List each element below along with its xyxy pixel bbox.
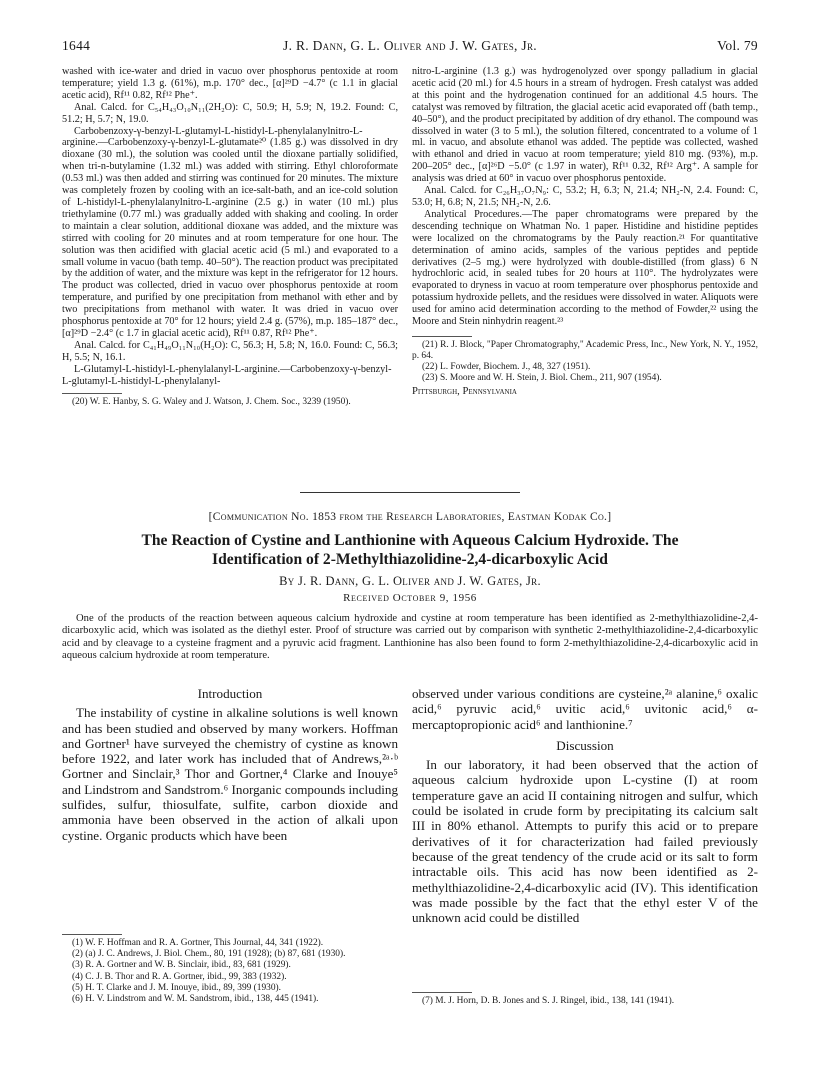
previous-article-left-column — [62, 66, 398, 408]
analysis-paragraph: Anal. Calcd. for C₂₆H₃₇O₇N₉: C, 53.2; H, 6.3; N, 21.4; NH₂-N, 2.4. Found: C, 53.0; H, 6.8; N, 21.5; NH₂-N, 2.6. — [412, 185, 758, 208]
paragraph: Analytical Procedures.—The paper chromatograms were prepared by the descending technique on Whatman No. 1 paper. Histidine and histidine peptides were localized on the chromatograms by the Pauly reaction.²¹ For quantitative determination of amino acids, samples of the various peptides and peptide derivatives (2–5 mg.) were hydrolyzed with double-distilled (from glass) 6 N hydrochloric acid, in sealed tubes for 20 hours at 110°. The hydrolyzates were evaporated to dryness in vacuo at room temperature over phosphorus pentoxide and potassium hydroxide pellets, and the residues were dissolved in water. Aliquots were used for amino acid determination according to the method of Fowder,²² using the Moore and Stein ninhydrin reagent.²³ — [412, 208, 758, 328]
article-title — [62, 531, 758, 569]
footnote: (23) S. Moore and W. H. Stein, J. Biol. Chem., 211, 907 (1954). — [422, 372, 662, 383]
paragraph: washed with ice-water and dried in vacuo over phosphorus pentoxide at room temperature; yield 1.3 g. (61%), m.p. 170° dec., [α]²⁹D −4.7° (c 1.1 in glacial acetic acid), Rf¹¹ 0.82, Rf¹² Phe⁺. — [62, 66, 398, 101]
communication-line: [Communication No. 1853 from the Research Laboratories, Eastman Kodak Co.] — [208, 511, 612, 523]
paragraph: In our laboratory, it had been observed that the action of aqueous calcium hydroxide upon L-cystine (I) at room temperature gave an acid II containing nitrogen and sulfur, which could be isolated in crude form by precipitating its calcium salt III in 80% ethanol. Attempts to purify this acid or to prepare derivatives of it for characterization had failed previously because of the great tendency of the crude acid or its salt to form intractable oils. This acid has now been identified as 2-methylthiazolidine-2,4-dicarboxylic acid (IV). This identification was made possible by the fact that the ethyl ester V of the unknown acid could be distilled — [412, 757, 758, 926]
footnote-rule — [412, 336, 472, 337]
paragraph: Carbobenzoxy-γ-benzyl-L-glutamyl-L-histidyl-L-phenylalanylnitro-L-arginine.—Carbobenzoxy-γ-benzyl-L-glutamate²⁰ (1.85 g.) was dissolved in dry dioxane (30 ml.), the solution was cooled until the dioxane partially solidified, when tri-n-butylamine (1.32 ml.) was added with stirring. Ethyl chloroformate (0.53 ml.) was then added and stirring was continued for 20 minutes. The mixture was completely frozen by cooling with an ice-salt-bath, and an ice-cold solution of L-histidyl-L-phenylalanylnitro-L-arginine (2.5 g.) in water (10 ml.) plus triethylamine (0.77 ml.) was gradually added with shaking and cooling. In order to maintain a clear solution, additional dioxane was added, and the mixture was stirred with cooling for 20 minutes and at room temperature for one hour. The solution was then acidified with glacial acetic acid (5 ml.) and evaporated to a small volume in vacuo (bath temp. 40–50°). The reaction product was precipitated by the addition of water, and the mixture was kept in the refrigerator for 12 hours. The product was collected, dried in vacuo over phosphorus pentoxide at room temperature, and purified by one precipitation from methanol with ether and by two precipitations from methanol with water. It was dried in vacuo over phosphorus pentoxide at 70° for 12 hours; yield 2.4 g. (57%), m.p. 185–187° dec., [α]²⁹D −2.4° (c 1.7 in glacial acetic acid), Rf¹¹ 0.87, Rf¹² Phe⁺. — [62, 125, 398, 339]
running-head-authors: J. R. Dann, G. L. Oliver and J. W. Gates, Jr. — [283, 38, 537, 53]
introduction-column — [62, 686, 398, 843]
reference: (2) (a) J. C. Andrews, J. Biol. Chem., 80, 191 (1928); (b) 87, 681 (1930). — [72, 949, 346, 960]
analysis-paragraph: Anal. Calcd. for C₅₄H₄₃O₁₀N₁₁(2H₂O): C, 50.9; H, 5.9; N, 19.2. Found: C, 51.2; H, 5.7; N, 19.0. — [62, 101, 398, 125]
reference: (7) M. J. Horn, D. B. Jones and S. J. Ringel, ibid., 138, 141 (1941). — [422, 996, 675, 1006]
footnote: (21) R. J. Block, "Paper Chromatography," Academic Press, Inc., New York, N. Y., 1952, p. 64. — [412, 339, 758, 361]
reference: (5) H. T. Clarke and J. M. Inouye, ibid., 89, 399 (1930). — [72, 982, 281, 993]
footnote: (20) W. E. Hanby, S. G. Waley and J. Watson, J. Chem. Soc., 3239 (1950). — [72, 397, 351, 408]
paragraph: observed under various conditions are cysteine,²ᵃ alanine,⁶ oxalic acid,⁶ pyruvic acid,⁶ uvitic acid,⁶ uvitonic acid,⁶ α-mercaptopropionic acid⁶ and lanthionine.⁷ — [412, 686, 758, 732]
section-heading-introduction: Introduction — [197, 686, 263, 701]
discussion-references — [412, 992, 758, 1007]
reference: (3) R. A. Gortner and W. B. Sinclair, ibid., 83, 681 (1929). — [72, 960, 291, 971]
footnote-rule — [62, 393, 122, 394]
discussion-column — [412, 686, 758, 925]
paragraph: L-Glutamyl-L-histidyl-L-phenylalanyl-L-arginine.—Carbobenzoxy-γ-benzyl-L-glutamyl-L-histidyl-L-phenylalanyl- — [62, 363, 392, 387]
previous-article-right-column — [412, 66, 758, 398]
introduction-references — [62, 934, 398, 1005]
analysis-paragraph: Anal. Calcd. for C₄₁H₄₉O₁₁N₁₀(H₂O): C, 56.3; H, 5.8; N, 16.0. Found: C, 56.3; H, 5.5; N, 16.1. — [62, 339, 398, 363]
section-heading-discussion: Discussion — [556, 737, 614, 753]
reference: (1) W. F. Hoffman and R. A. Gortner, This Journal, 44, 341 (1922). — [72, 938, 324, 948]
volume-number: Vol. 79 — [717, 38, 758, 53]
reference: (6) H. V. Lindstrom and W. M. Sandstrom, ibid., 138, 445 (1941). — [72, 994, 319, 1005]
location: Pittsburgh, Pennsylvania — [412, 385, 517, 397]
article-separator-rule — [300, 492, 520, 493]
byline: By J. R. Dann, G. L. Oliver and J. W. Gates, Jr. — [279, 574, 541, 588]
received-date: Received October 9, 1956 — [343, 592, 477, 604]
footnote-rule — [62, 934, 122, 935]
page-number: 1644 — [62, 38, 91, 53]
article-title-line: The Reaction of Cystine and Lanthionine with Aqueous Calcium Hydroxide. The — [141, 532, 679, 549]
paragraph: The instability of cystine in alkaline solutions is well known and has been studied and observed by many workers. Hoffman and Gortner¹ have surveyed the chemistry of cystine as known before 1922, and later work has included that of Andrews,²ᵃ·ᵇ Gortner and Sinclair,³ Thor and Gortner,⁴ Clarke and Inouye⁵ and Lindstrom and Sandstrom.⁶ Inorganic compounds including sulfides, sulfur, thiosulfate, sulfite, carbon dioxide and ammonia have been observed in the action of alkali upon cystine. Organic products which have been — [62, 705, 398, 843]
article-title-line: Identification of 2-Methylthiazolidine-2,4-dicarboxylic Acid — [212, 551, 608, 568]
running-head — [62, 38, 758, 56]
reference: (4) C. J. B. Thor and R. A. Gortner, ibid., 99, 383 (1932). — [72, 971, 287, 982]
footnote-rule — [412, 992, 472, 993]
abstract: One of the products of the reaction between aqueous calcium hydroxide and cystine at room temperature has been identified as 2-methylthiazolidine-2,4-dicarboxylic acid, which was isolated as the diethyl ester. Proof of structure was carried out by comparison with synthetic 2-methylthiazolidine-2,4-dicarboxylic acid and by cleavage to a cysteine fragment and a pyruvic acid fragment. Lanthionine has also been found to form 2-methylthiazolidine-2,4-dicarboxylic acid in aqueous calcium hydroxide at room temperature. — [62, 613, 758, 661]
footnote: (22) L. Fowder, Biochem. J., 48, 327 (1951). — [422, 361, 591, 372]
paragraph: nitro-L-arginine (1.3 g.) was hydrogenolyzed over spongy palladium in glacial acetic acid (20 ml.) for 4.5 hours in a stream of hydrogen. Fresh catalyst was added at this point and the hydrogenation continued for an additional 4.5 hours. The catalyst was removed by filtration, the glacial acetic acid evaporated off (bath temp., 40–50°), and the product precipitated by addition of dry ethanol. The compound was dissolved in water (3 to 5 ml.), the solution filtered, concentrated to a volume of 1 ml. in vacuo, and absolute ethanol was added. The peptide was collected, washed with ethanol and dried in vacuo at room temperature; yield 810 mg. (93%), m.p. 200–205° dec., [α]²⁶D −5.0° (c 1.97 in water), Rf¹¹ 0.32, Rf¹² Arg⁺. A sample for analysis was dried at 60° in vacuo over phosphorus pentoxide. — [412, 66, 758, 185]
